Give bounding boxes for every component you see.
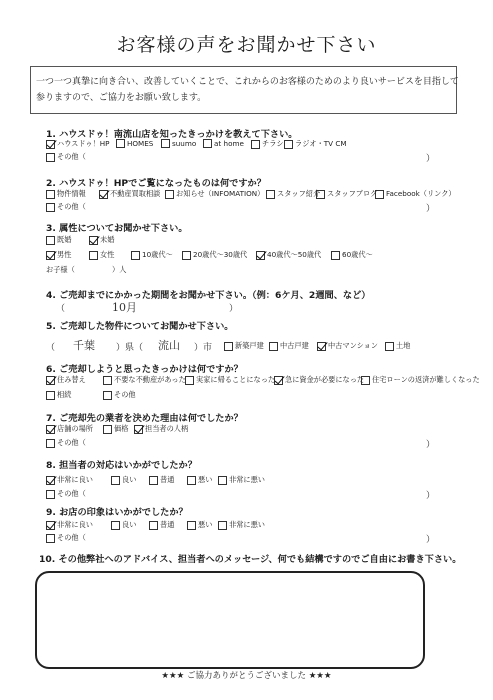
q5-used-mansion[interactable]: 中古マンション: [317, 341, 378, 351]
free-comment-box[interactable]: [35, 571, 425, 669]
checkbox[interactable]: [46, 203, 55, 212]
checkbox[interactable]: [103, 376, 112, 385]
q5-land[interactable]: 土地: [385, 341, 410, 351]
checkbox[interactable]: [269, 342, 278, 351]
q8-good[interactable]: 良い: [111, 475, 136, 485]
checkbox-checked[interactable]: [46, 521, 55, 530]
q3-children-label: お子様（: [46, 265, 75, 274]
checkbox-checked[interactable]: [46, 251, 55, 260]
checkbox[interactable]: [266, 190, 275, 199]
q1-label: 1. ハウスドゥ！南流山店を知ったきっかけを教えて下さい。: [46, 129, 298, 140]
q5-city[interactable]: 流山: [158, 339, 180, 352]
q1-option-athome[interactable]: at home: [203, 139, 244, 148]
q8-average[interactable]: 普通: [149, 475, 174, 485]
q6-need-funds[interactable]: 急に資金が必要になった: [274, 375, 364, 385]
q9-very-bad[interactable]: 非常に悪い: [218, 520, 265, 530]
checkbox-checked[interactable]: [134, 425, 143, 434]
q5-open: （: [46, 343, 56, 353]
checkbox[interactable]: [361, 376, 370, 385]
q6-return-home[interactable]: 実家に帰ることになった: [185, 375, 275, 385]
checkbox[interactable]: [46, 534, 55, 543]
q1-option-flyer[interactable]: チラシ: [251, 139, 284, 149]
checkbox[interactable]: [46, 153, 55, 162]
checkbox[interactable]: [46, 439, 55, 448]
q5-city-suffix: ）市: [194, 343, 213, 353]
q2-option-blog[interactable]: スタッフブログ: [316, 189, 377, 199]
checkbox[interactable]: [251, 140, 260, 149]
checkbox-checked[interactable]: [46, 376, 55, 385]
q8-very-good[interactable]: 非常に良い: [46, 475, 93, 485]
q8-very-bad[interactable]: 非常に悪い: [218, 475, 265, 485]
q5-used-house[interactable]: 中古戸建: [269, 341, 309, 351]
q4-open: （: [56, 304, 66, 314]
q3-male[interactable]: 男性: [46, 250, 71, 260]
checkbox[interactable]: [203, 139, 212, 148]
checkbox[interactable]: [331, 251, 340, 260]
q3-age-20s-30s[interactable]: 20歳代〜30歳代: [182, 250, 247, 260]
q3-single[interactable]: 未婚: [89, 235, 114, 245]
q2-other-close: ）: [426, 204, 436, 214]
q9-good[interactable]: 良い: [111, 520, 136, 530]
intro-line-1: 一つ一つ真摯に向き合い、改善していくことで、これからのお客様のためのより良いサービスを目指して: [36, 77, 459, 87]
checkbox[interactable]: [187, 521, 196, 530]
q9-other-close: ）: [426, 535, 436, 545]
checkbox-checked[interactable]: [46, 140, 55, 149]
q4-close: ）: [229, 304, 239, 314]
checkbox[interactable]: [182, 251, 191, 260]
checkbox[interactable]: [218, 476, 227, 485]
checkbox[interactable]: [89, 251, 98, 260]
q2-option-news[interactable]: お知らせ（INFOMATION）: [165, 189, 264, 199]
q2-option-listings[interactable]: 物件情報: [46, 189, 86, 199]
q1-option-radio-tv[interactable]: ラジオ・TV CM: [284, 139, 347, 149]
q7-store-location[interactable]: 店舗の場所: [46, 424, 93, 434]
checkbox[interactable]: [187, 476, 196, 485]
checkbox[interactable]: [149, 521, 158, 530]
checkbox[interactable]: [46, 391, 55, 400]
q4-label: 4. ご売却までにかかった期間をお聞かせ下さい。（例：6ケ月、2週間、など）: [46, 290, 371, 301]
q1-option-homes[interactable]: HOMES: [116, 139, 153, 148]
q9-other[interactable]: その他（: [46, 533, 86, 543]
q2-label: 2. ハウスドゥ！HPでご覧になったものは何ですか？: [46, 178, 266, 189]
q2-other[interactable]: その他（: [46, 202, 86, 212]
q2-option-buyback[interactable]: 不動産買取相談: [99, 189, 160, 199]
q3-female[interactable]: 女性: [89, 250, 114, 260]
q3-children-unit: ）人: [112, 265, 127, 274]
q7-staff-personality[interactable]: 担当者の人柄: [134, 424, 188, 434]
q6-label: 6. ご売却しようと思ったきっかけは何ですか？: [46, 364, 243, 375]
checkbox[interactable]: [161, 139, 170, 148]
checkbox[interactable]: [46, 490, 55, 499]
q7-label: 7. ご売却先の業者を決めた理由は何でしたか？: [46, 413, 243, 424]
q8-label: 8. 担当者の対応はいかがでしたか？: [46, 460, 197, 471]
checkbox[interactable]: [185, 376, 194, 385]
checkbox[interactable]: [46, 190, 55, 199]
checkbox[interactable]: [103, 391, 112, 400]
q1-option-hp[interactable]: ハウスドゥ！HP: [46, 139, 109, 149]
page-title: お客様の声をお聞かせ下さい: [116, 34, 377, 56]
q9-bad[interactable]: 悪い: [187, 520, 212, 530]
checkbox[interactable]: [218, 521, 227, 530]
q5-new-house[interactable]: 新築戸建: [224, 341, 264, 351]
checkbox[interactable]: [316, 190, 325, 199]
q7-other-close: ）: [426, 440, 436, 450]
checkbox[interactable]: [284, 140, 293, 149]
q7-price[interactable]: 価格: [103, 424, 128, 434]
checkbox[interactable]: [131, 251, 140, 260]
q7-other[interactable]: その他（: [46, 438, 86, 448]
q3-age-10s[interactable]: 10歳代〜: [131, 250, 173, 260]
footer-thanks: ★★★ ご協力ありがとうございました ★★★: [161, 671, 332, 681]
intro-line-2: 参りますので、ご協力をお願い致します。: [36, 93, 207, 103]
q3-age-40s-50s[interactable]: 40歳代〜50歳代: [256, 250, 321, 260]
q6-loan-difficulty[interactable]: 住宅ローンの返済が難しくなった: [361, 375, 480, 385]
checkbox[interactable]: [111, 476, 120, 485]
checkbox-checked[interactable]: [99, 190, 108, 199]
checkbox-checked[interactable]: [89, 236, 98, 245]
q6-unneeded-property[interactable]: 不要な不動産があった: [103, 375, 186, 385]
checkbox[interactable]: [116, 139, 125, 148]
checkbox-checked[interactable]: [256, 251, 265, 260]
q8-bad[interactable]: 悪い: [187, 475, 212, 485]
q3-label: 3. 属性についてお聞かせ下さい。: [46, 223, 188, 234]
checkbox[interactable]: [149, 476, 158, 485]
q10-label: 10. その他弊社へのアドバイス、担当者へのメッセージ、何でも結構ですのでご自由にお書き下さい。: [39, 554, 462, 565]
q2-option-facebook[interactable]: Facebook（リンク）: [375, 189, 456, 199]
checkbox[interactable]: [103, 425, 112, 434]
checkbox-checked[interactable]: [46, 425, 55, 434]
checkbox[interactable]: [375, 190, 384, 199]
q5-pref-suffix: ）県（: [116, 343, 144, 353]
q2-option-staff[interactable]: スタッフ紹介: [266, 189, 320, 199]
q8-other[interactable]: その他（: [46, 489, 86, 499]
q1-other-close: ）: [426, 154, 436, 164]
q5-label: 5. ご売却した物件についてお聞かせ下さい。: [46, 321, 234, 332]
checkbox-checked[interactable]: [274, 376, 283, 385]
checkbox[interactable]: [165, 190, 174, 199]
q9-label: 9. お店の印象はいかがでしたか？: [46, 507, 188, 518]
checkbox[interactable]: [385, 342, 394, 351]
q6-inheritance[interactable]: 相続: [46, 390, 71, 400]
checkbox-checked[interactable]: [317, 342, 326, 351]
q1-option-suumo[interactable]: suumo: [161, 139, 196, 148]
q9-very-good[interactable]: 非常に良い: [46, 520, 93, 530]
q6-other[interactable]: その他: [103, 390, 136, 400]
checkbox[interactable]: [111, 521, 120, 530]
q3-married[interactable]: 既婚: [46, 235, 71, 245]
checkbox-checked[interactable]: [46, 476, 55, 485]
q9-average[interactable]: 普通: [149, 520, 174, 530]
checkbox[interactable]: [224, 342, 233, 351]
q4-answer[interactable]: 10月: [112, 301, 137, 314]
q6-relocation[interactable]: 住み替え: [46, 375, 86, 385]
q8-other-close: ）: [426, 491, 436, 501]
checkbox[interactable]: [46, 236, 55, 245]
q1-other[interactable]: その他（: [46, 152, 86, 162]
q5-prefecture[interactable]: 千葉: [73, 339, 95, 352]
q3-age-60s[interactable]: 60歳代〜: [331, 250, 373, 260]
